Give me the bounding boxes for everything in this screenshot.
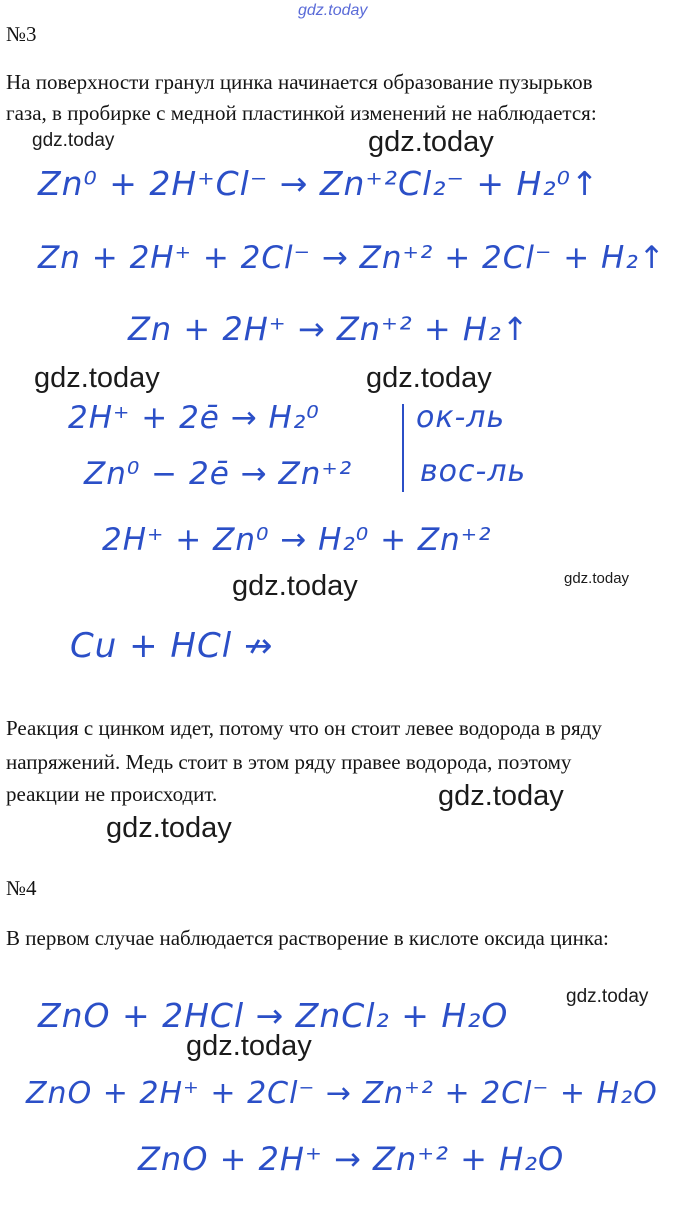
watermark: gdz.today bbox=[564, 570, 630, 587]
watermark: gdz.today bbox=[106, 812, 232, 844]
task3-text-line-2: газа, в пробирке с медной пластинкой изменений не наблюдается: bbox=[6, 101, 597, 125]
task3-eq-copper: Cu + HCl ↛ bbox=[70, 626, 274, 666]
task3-eq-molecular: Zn⁰ + 2H⁺Cl⁻ → Zn⁺²Cl₂⁻ + H₂⁰↑ bbox=[38, 164, 600, 203]
task3-eq-full-ionic: Zn + 2H⁺ + 2Cl⁻ → Zn⁺² + 2Cl⁻ + H₂↑ bbox=[38, 240, 666, 276]
task3-eq-sum: 2H⁺ + Zn⁰ → H₂⁰ + Zn⁺² bbox=[102, 522, 492, 558]
watermark: gdz.today bbox=[366, 362, 492, 394]
task4-heading: №4 bbox=[6, 876, 37, 900]
watermark: gdz.today bbox=[186, 1030, 312, 1062]
watermark: gdz.today bbox=[32, 130, 115, 151]
task3-conclusion-line-3: реакции не происходит. bbox=[6, 782, 218, 806]
watermark: gdz.today bbox=[438, 780, 564, 812]
task4-eq-molecular: ZnO + 2HCl → ZnCl₂ + H₂O bbox=[38, 996, 509, 1035]
task3-conclusion-line-1: Реакция с цинком идет, потому что он стоит левее водорода в ряду bbox=[6, 716, 602, 740]
task3-half-oxidation: Zn⁰ − 2ē → Zn⁺² bbox=[84, 456, 353, 492]
task4-eq-full-ionic: ZnO + 2H⁺ + 2Cl⁻ → Zn⁺² + 2Cl⁻ + H₂O bbox=[26, 1076, 658, 1111]
watermark: gdz.today bbox=[368, 126, 494, 158]
task3-half-reduction: 2H⁺ + 2ē → H₂⁰ bbox=[68, 400, 320, 436]
task3-note-oxidation: вос-ль bbox=[420, 454, 527, 489]
watermark: gdz.today bbox=[566, 986, 649, 1007]
watermark: gdz.today bbox=[232, 570, 358, 602]
task4-text: В первом случае наблюдается растворение в кислоте оксида цинка: bbox=[6, 926, 609, 950]
task3-eq-short-ionic: Zn + 2H⁺ → Zn⁺² + H₂↑ bbox=[128, 310, 530, 348]
watermark-top: gdz.today bbox=[298, 2, 368, 19]
watermark: gdz.today bbox=[34, 362, 160, 394]
task3-text-line-1: На поверхности гранул цинка начинается образование пузырьков bbox=[6, 70, 593, 94]
task3-heading: №3 bbox=[6, 22, 37, 46]
task3-conclusion-line-2: напряжений. Медь стоит в этом ряду правее водорода, поэтому bbox=[6, 750, 572, 774]
electron-balance-divider bbox=[402, 404, 404, 492]
task3-note-reduction: ок-ль bbox=[416, 400, 506, 435]
task4-eq-short-ionic: ZnO + 2H⁺ → Zn⁺² + H₂O bbox=[138, 1140, 565, 1178]
